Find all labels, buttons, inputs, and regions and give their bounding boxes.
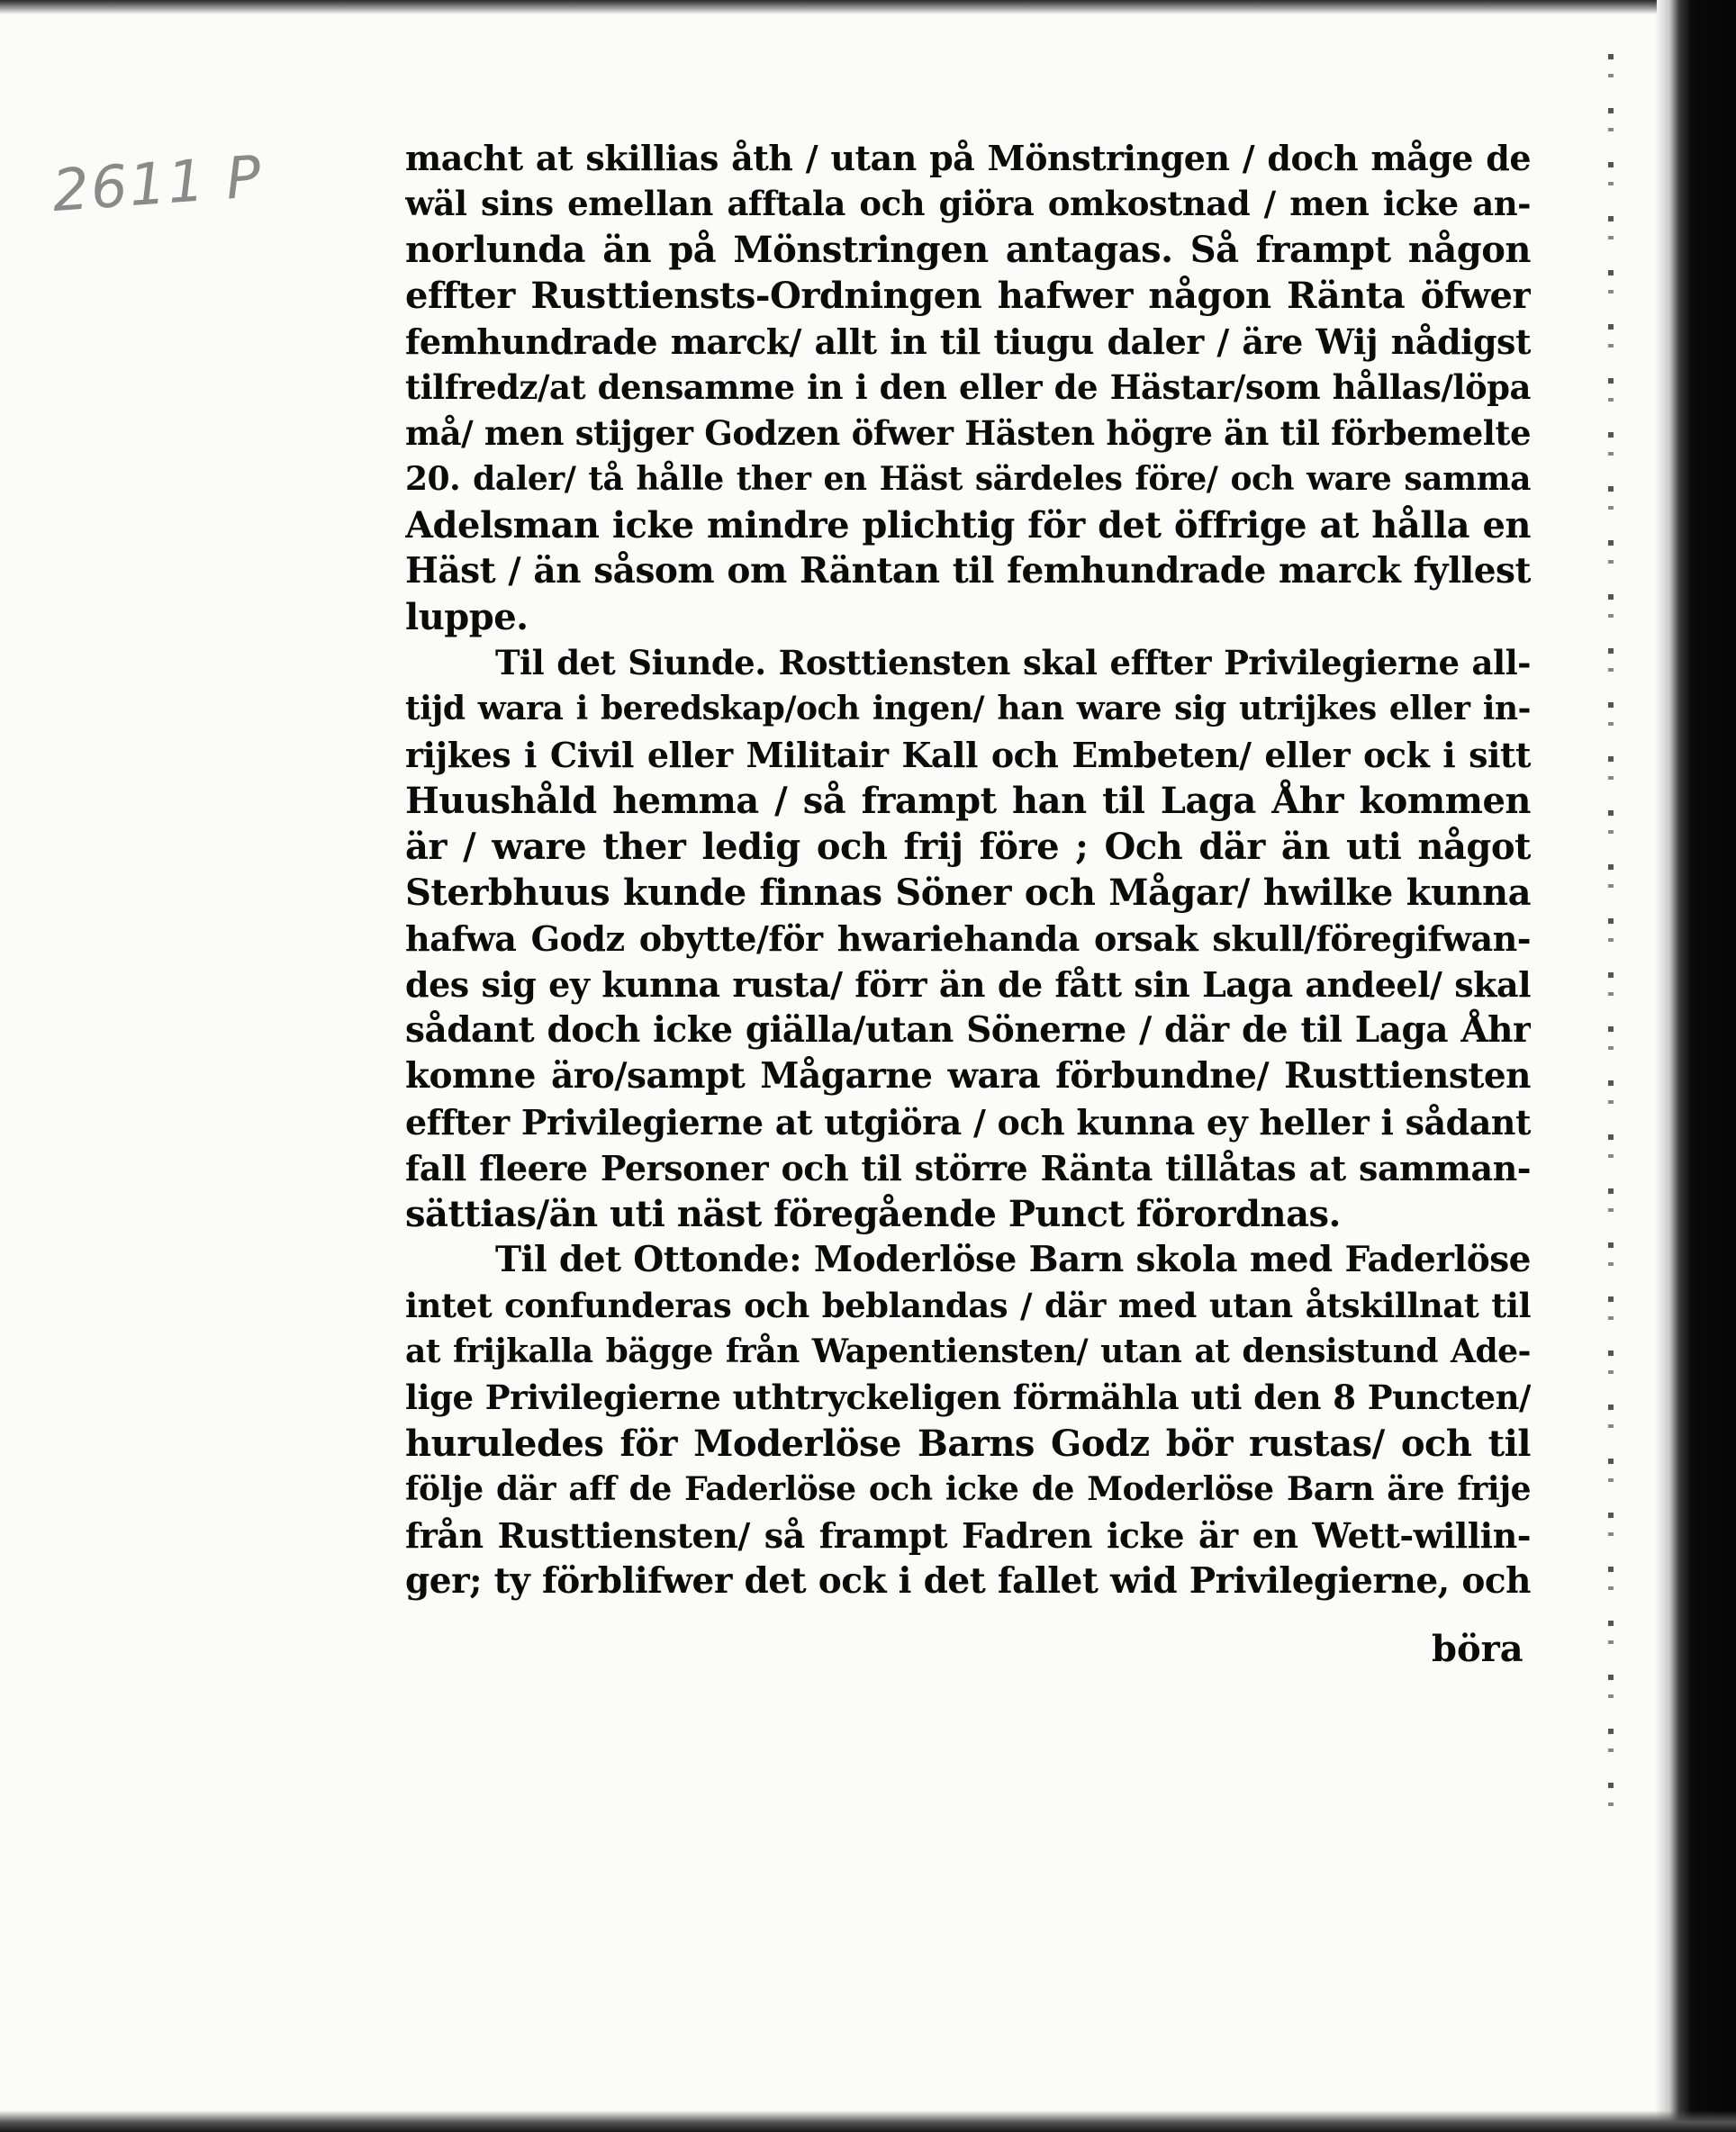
text-line: intet confunderas och beblandas / där med utan åtskillnat til	[405, 1286, 1531, 1325]
text-line: 20. daler/ tå hålle ther en Häst särdeles före/ och ware samma	[405, 460, 1531, 498]
text-line: lige Privilegierne uthtryckeligen förmähla uti den 8 Puncten/	[405, 1378, 1531, 1417]
text-line: är / ware ther ledig och frij före ; Och där än uti något	[405, 826, 1531, 868]
paragraph-start-line: Til det Ottonde: Moderlöse Barn skola med Faderlöse	[495, 1239, 1531, 1280]
paragraph-start-line: Til det Siunde. Rosttiensten skal effter Privilegierne all-	[495, 643, 1531, 682]
text-line: fall fleere Personer och til större Ränta tillåtas at samman-	[405, 1148, 1531, 1188]
text-line: at frijkalla bägge från Wapentiensten/ utan at densistund Ade-	[405, 1332, 1531, 1370]
pencil-shelfmark: 2611 P	[50, 143, 266, 226]
text-line: effter Rusttiensts-Ordningen hafwer någon Ränta öfwer	[405, 275, 1531, 317]
text-line: tijd wara i beredskap/och ingen/ han ware sig utrijkes eller in-	[405, 690, 1531, 727]
text-line: ger; ty förblifwer det ock i det fallet wid Privilegierne, och	[405, 1560, 1531, 1602]
text-line: macht at skillias åth / utan på Mönstringen / doch måge de	[405, 138, 1531, 178]
text-line: sättias/än uti näst föregående Punct förordnas.	[405, 1193, 1341, 1235]
scan-shadow-bottom	[0, 2110, 1736, 2132]
text-line: må/ men stijger Godzen öfwer Hästen högre än til förbemelte	[405, 413, 1531, 453]
text-line: sådant doch icke giälla/utan Sönerne / där de til Laga Åhr	[405, 1009, 1531, 1051]
text-line: Sterbhuus kunde finnas Söner och Mågar/ hwilke kunna	[405, 872, 1531, 914]
scan-shadow-top	[0, 0, 1657, 14]
text-line: hafwa Godz obytte/för hwariehanda orsak skull/föregifwan-	[405, 918, 1531, 959]
text-line: rijkes i Civil eller Militair Kall och Embeten/ eller ock i sitt	[405, 735, 1531, 775]
text-line: norlunda än på Mönstringen antagas. Så frampt någon	[405, 229, 1531, 271]
text-line: tilfredz/at densamme in i den eller de Hästar/som hållas/löpa	[405, 367, 1531, 407]
catchword: böra	[1432, 1628, 1524, 1670]
text-line: luppe.	[405, 596, 529, 638]
text-line: Huushåld hemma / så frampt han til Laga Åhr kommen	[405, 780, 1531, 822]
body-text	[405, 135, 1531, 1604]
text-line: femhundrade marck/ allt in til tiugu daler / äre Wij nådigst	[405, 321, 1531, 362]
scan-shadow-right	[1655, 0, 1736, 2132]
text-line: wäl sins emellan afftala och giöra omkostnad / men icke an-	[405, 184, 1531, 223]
text-line: komne äro/sampt Mågarne wara förbundne/ Rusttiensten	[405, 1055, 1531, 1097]
text-line: des sig ey kunna rusta/ förr än de fått sin Laga andeel/ skal	[405, 964, 1531, 1005]
text-line: följe där aff de Faderlöse och icke de Moderlöse Barn äre frije	[405, 1470, 1531, 1508]
text-line: effter Privilegierne at utgiöra / och kunna ey heller i sådant	[405, 1102, 1531, 1143]
text-line: huruledes för Moderlöse Barns Godz bör rustas/ och til	[405, 1423, 1531, 1465]
text-line: Adelsman icke mindre plichtig för det öffrige at hålla en	[405, 504, 1531, 547]
text-line: från Rusttiensten/ så frampt Fadren icke är en Wett-willin-	[405, 1515, 1531, 1556]
page-edge-specks	[1608, 54, 1614, 1837]
text-line: Häst / än såsom om Räntan til femhundrade marck fyllest	[405, 550, 1531, 592]
